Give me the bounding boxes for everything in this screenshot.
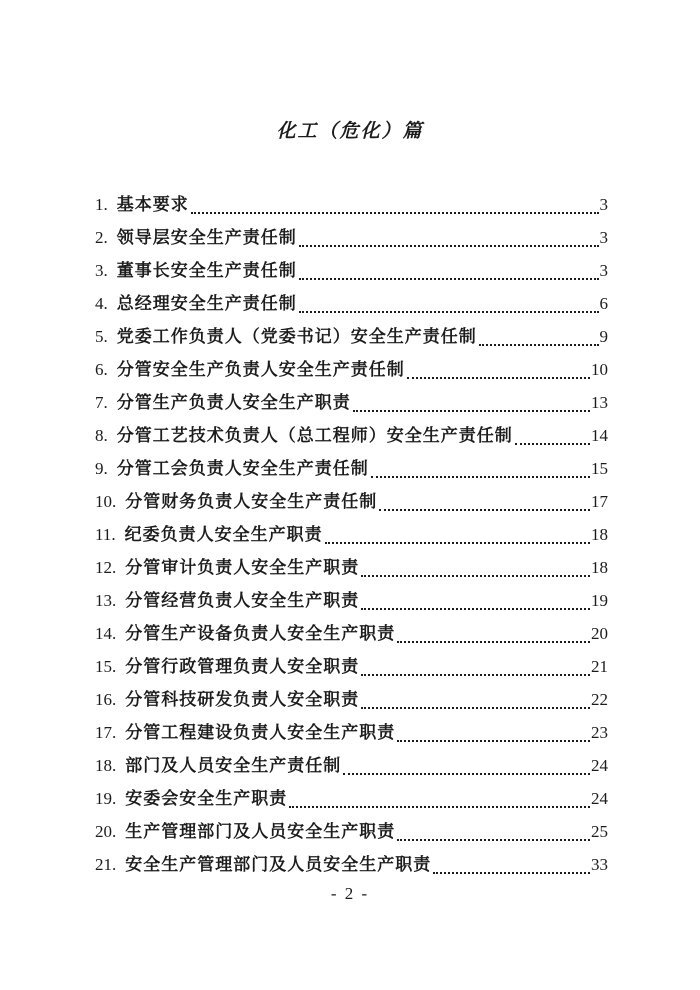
toc-item-page: 33 [591,855,608,874]
toc-item-page: 3 [599,261,608,280]
toc-item-number: 16. [95,690,117,709]
toc-item [95,353,608,386]
dot-leader [397,740,590,742]
dot-leader [289,806,590,808]
toc-item-label: 分管工程建设负责人安全生产职责 [125,723,396,742]
toc-item-number: 11. [95,525,116,544]
toc-item [95,584,608,617]
toc-item-page: 18 [591,558,608,577]
toc-item-label: 分管生产负责人安全生产职责 [116,393,351,412]
toc-item-label: 分管工艺技术负责人（总工程师）安全生产责任制 [116,426,513,445]
toc-item-page: 24 [591,756,608,775]
toc-item-label: 生产管理部门及人员安全生产职责 [125,822,396,841]
toc-item [95,386,608,419]
toc-item-number: 13. [95,591,117,610]
toc-item [95,419,608,452]
toc-item-label: 分管工会负责人安全生产责任制 [116,459,369,478]
toc-item [95,518,608,551]
dot-leader [343,773,590,775]
toc-item-number: 17. [95,723,117,742]
toc-item-number: 21. [95,855,117,874]
page-number-footer: - 2 - [330,884,370,903]
dot-leader [325,542,590,544]
toc-item [95,188,608,221]
toc-item-number: 1. [95,195,108,214]
toc-item [95,254,608,287]
document-title: 化工（危化）篇 [276,121,424,142]
toc-item-page: 15 [591,459,608,478]
toc-item [95,683,608,716]
toc-item [95,221,608,254]
toc-item [95,749,608,782]
toc-item-page: 25 [591,822,608,841]
toc-item-page: 13 [591,393,608,412]
toc-item-page: 24 [591,789,608,808]
dot-leader [479,344,599,346]
toc-item-number: 4. [95,294,108,313]
toc-item-page: 18 [591,525,608,544]
toc-item-page: 3 [599,228,608,247]
table-of-contents [95,188,608,881]
toc-item-page: 17 [591,492,608,511]
toc-item-number: 20. [95,822,117,841]
toc-item-page: 19 [591,591,608,610]
toc-item-page: 22 [591,690,608,709]
toc-item-label: 安委会安全生产职责 [125,789,288,808]
dot-leader [371,476,590,478]
toc-item-number: 9. [95,459,108,478]
dot-leader [433,872,590,874]
toc-item-label: 总经理安全生产责任制 [116,294,297,313]
toc-item-label: 分管财务负责人安全生产责任制 [125,492,378,511]
dot-leader [397,641,590,643]
toc-item-label: 党委工作负责人（党委书记）安全生产责任制 [116,327,477,346]
toc-item-number: 8. [95,426,108,445]
toc-item [95,452,608,485]
toc-item-page: 6 [599,294,608,313]
toc-item [95,320,608,353]
toc-item-number: 14. [95,624,117,643]
toc-item-page: 21 [591,657,608,676]
toc-item-number: 10. [95,492,117,511]
toc-item-page: 9 [599,327,608,346]
dot-leader [407,377,590,379]
toc-item-label: 分管经营负责人安全生产职责 [125,591,360,610]
toc-item [95,287,608,320]
toc-item-label: 分管科技研发负责人安全职责 [125,690,360,709]
dot-leader [191,212,599,214]
toc-item-number: 12. [95,558,117,577]
toc-item [95,650,608,683]
dot-leader [299,278,599,280]
toc-item-number: 7. [95,393,108,412]
toc-item-page: 23 [591,723,608,742]
toc-item-number: 18. [95,756,117,775]
dot-leader [299,311,599,313]
toc-item [95,551,608,584]
toc-item-label: 纪委负责人安全生产职责 [124,525,323,544]
toc-item-number: 5. [95,327,108,346]
dot-leader [361,674,590,676]
toc-item-label: 安全生产管理部门及人员安全生产职责 [125,855,432,874]
toc-item-page: 14 [591,426,608,445]
toc-item-number: 15. [95,657,117,676]
toc-item-number: 3. [95,261,108,280]
toc-item-label: 基本要求 [116,195,189,214]
toc-item-label: 分管生产设备负责人安全生产职责 [125,624,396,643]
toc-item-number: 19. [95,789,117,808]
toc-item-page: 10 [591,360,608,379]
toc-item-label: 部门及人员安全生产责任制 [125,756,342,775]
dot-leader [397,839,590,841]
toc-item-number: 6. [95,360,108,379]
toc-item [95,617,608,650]
toc-item-label: 分管安全生产负责人安全生产责任制 [116,360,405,379]
toc-item [95,485,608,518]
toc-item-page: 3 [599,195,608,214]
toc-item-label: 董事长安全生产责任制 [116,261,297,280]
dot-leader [515,443,590,445]
toc-item-number: 2. [95,228,108,247]
toc-item-label: 分管行政管理负责人安全职责 [125,657,360,676]
dot-leader [353,410,590,412]
dot-leader [361,575,590,577]
toc-item-label: 分管审计负责人安全生产职责 [125,558,360,577]
dot-leader [379,509,590,511]
toc-item-page: 20 [591,624,608,643]
dot-leader [361,707,590,709]
toc-item [95,716,608,749]
dot-leader [361,608,590,610]
toc-item-label: 领导层安全生产责任制 [116,228,297,247]
dot-leader [299,245,599,247]
toc-item [95,782,608,815]
toc-item [95,815,608,848]
toc-item [95,848,608,881]
